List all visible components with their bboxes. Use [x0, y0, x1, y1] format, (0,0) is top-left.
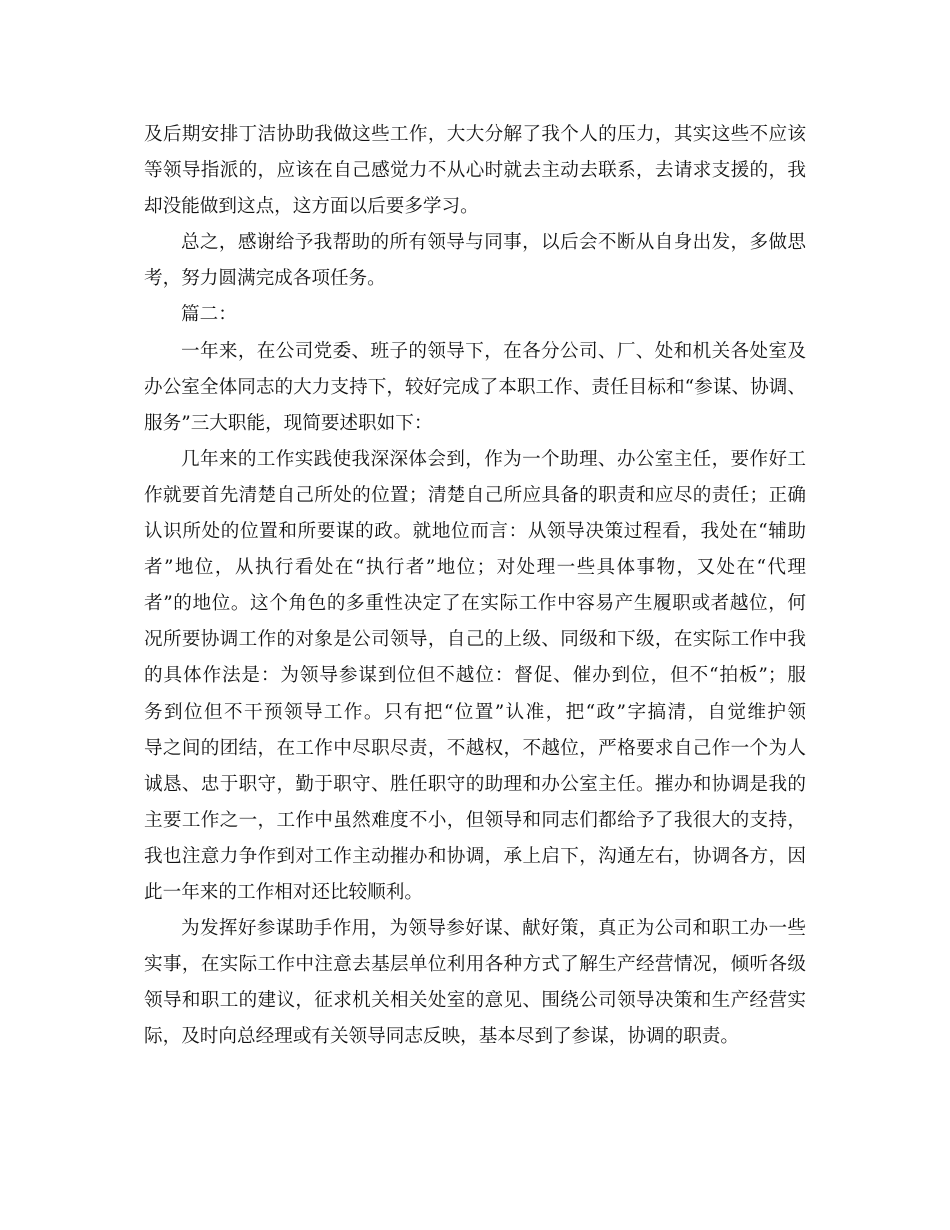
- text-line: 者”地位，从执行看处在“执行者”地位；对处理一些具体事物，又处在“代理: [144, 557, 806, 579]
- text-line: 此一年来的工作相对还比较顺利。: [144, 881, 423, 903]
- paragraph-start-line: 几年来的工作实践使我深深体会到，作为一个助理、办公室主任，要作好工: [181, 448, 806, 470]
- section-heading: 篇二：: [181, 304, 237, 326]
- text-line: 却没能做到这点，这方面以后要多学习。: [144, 196, 479, 218]
- text-line: 诚恳、忠于职守，勤于职守、胜任职守的助理和办公室主任。摧办和协调是我的: [144, 773, 806, 795]
- paragraph-start-line: 总之，感谢给予我帮助的所有领导与同事，以后会不断从自身出发，多做思: [181, 232, 806, 254]
- text-line: 务到位但不干预领导工作。只有把“位置”认准，把“政”字搞清，自觉维护领: [144, 701, 806, 723]
- text-line: 我也注意力争作到对工作主动摧办和协调，承上启下，沟通左右，协调各方，因: [144, 845, 806, 867]
- text-line: 导之间的团结，在工作中尽职尽责，不越权，不越位，严格要求自己作一个为人: [144, 737, 806, 759]
- text-line: 考，努力圆满完成各项任务。: [144, 268, 386, 290]
- text-line: 实事，在实际工作中注意去基层单位利用各种方式了解生产经营情况，倾听各级: [144, 954, 806, 976]
- paragraph-start-line: 一年来，在公司党委、班子的领导下，在各分公司、厂、处和机关各处室及: [181, 340, 806, 362]
- text-line: 服务”三大职能，现简要述职如下：: [144, 412, 433, 434]
- text-line: 的具体作法是：为领导参谋到位但不越位：督促、催办到位，但不“拍板”；服: [144, 665, 806, 687]
- text-line: 办公室全体同志的大力支持下，较好完成了本职工作、责任目标和“参谋、协调、: [144, 376, 806, 398]
- text-line: 况所要协调工作的对象是公司领导，自己的上级、同级和下级，在实际工作中我: [144, 629, 806, 651]
- text-line: 际，及时向总经理或有关领导同志反映，基本尽到了参谋，协调的职责。: [144, 1026, 740, 1048]
- text-line: 者”的地位。这个角色的多重性决定了在实际工作中容易产生履职或者越位，何: [144, 593, 806, 615]
- document-page: [144, 117, 806, 1055]
- text-line: 作就要首先清楚自己所处的位置；清楚自己所应具备的职责和应尽的责任；正确: [144, 484, 806, 506]
- paragraph-start-line: 为发挥好参谋助手作用，为领导参好谋、献好策，真正为公司和职工办一些: [181, 918, 806, 940]
- text-line: 等领导指派的，应该在自己感觉力不从心时就去主动去联系，去请求支援的，我: [144, 160, 806, 182]
- text-line: 及后期安排丁洁协助我做这些工作，大大分解了我个人的压力，其实这些不应该: [144, 124, 806, 145]
- text-line: 主要工作之一，工作中虽然难度不小，但领导和同志们都给予了我很大的支持，: [144, 809, 806, 831]
- text-line: 领导和职工的建议，征求机关相关处室的意见、围绕公司领导决策和生产经营实: [144, 990, 806, 1012]
- text-line: 认识所处的位置和所要谋的政。就地位而言：从领导决策过程看，我处在“辅助: [144, 521, 806, 543]
